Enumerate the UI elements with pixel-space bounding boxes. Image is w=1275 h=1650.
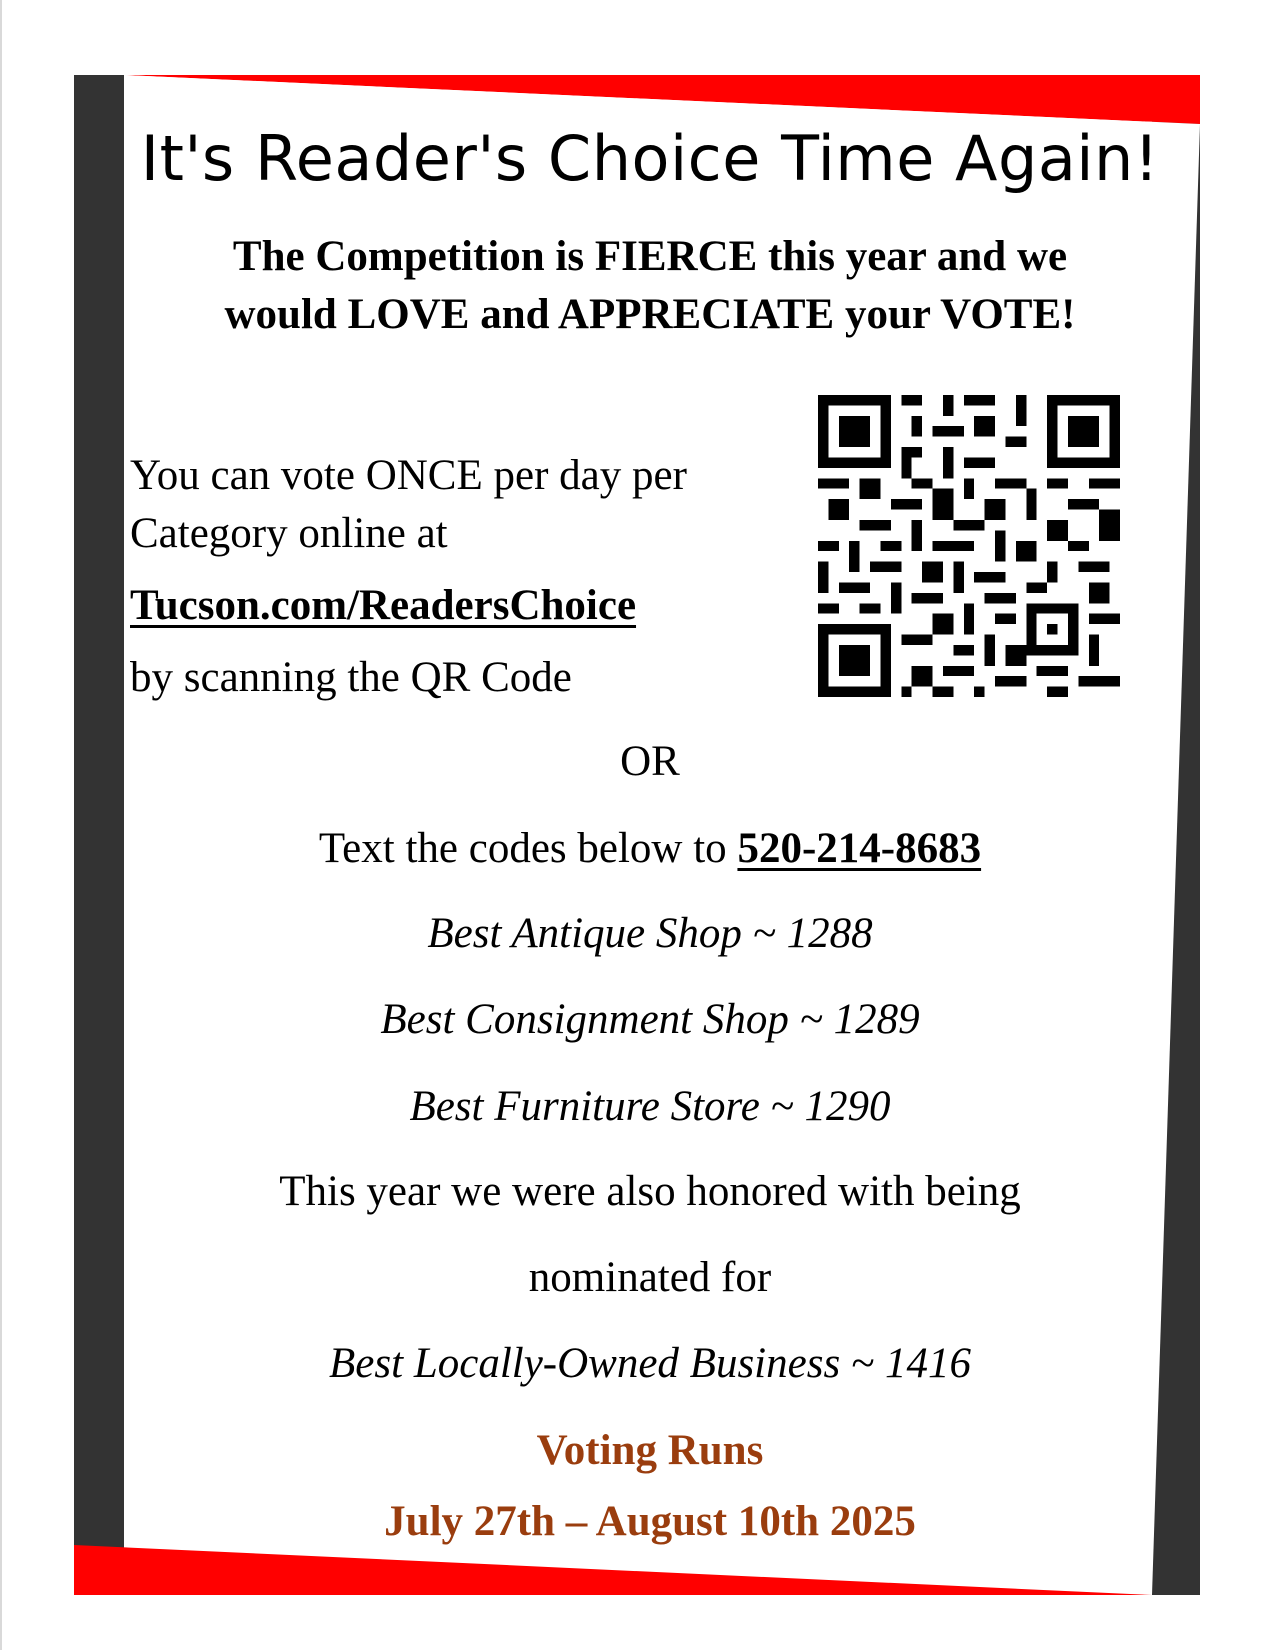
vote-line-2: Category online at xyxy=(130,510,448,557)
honor-line-2: nominated for xyxy=(528,1254,772,1301)
voting-dates: July 27th – August 10th 2025 xyxy=(384,1498,916,1545)
honor-line-1: This year we were also honored with being xyxy=(279,1168,1021,1215)
category-locally-owned-business: Best Locally-Owned Business ~ 1416 xyxy=(329,1340,971,1387)
flyer-subhead xyxy=(140,228,1160,344)
scan-line: by scanning the QR Code xyxy=(130,654,572,701)
category-antique-shop: Best Antique Shop ~ 1288 xyxy=(427,910,873,957)
category-consignment-shop: Best Consignment Shop ~ 1289 xyxy=(380,996,920,1043)
or-label: OR xyxy=(620,738,680,785)
text-codes-prefix: Text the codes below to xyxy=(318,825,738,872)
vote-line-1: You can vote ONCE per day per xyxy=(130,452,687,499)
category-furniture-store: Best Furniture Store ~ 1290 xyxy=(409,1083,891,1130)
qr-code-icon[interactable] xyxy=(818,395,1120,697)
subhead-line-2: would LOVE and APPRECIATE your VOTE! xyxy=(224,291,1076,338)
vote-instructions xyxy=(130,447,790,707)
flyer-headline: It's Reader's Choice Time Again! xyxy=(140,122,1160,195)
phone-number-link[interactable]: 520-214-8683 xyxy=(737,825,982,872)
readers-choice-link[interactable]: Tucson.com/ReadersChoice xyxy=(130,582,637,629)
text-codes-line xyxy=(120,823,1180,875)
subhead-line-1: The Competition is FIERCE this year and we xyxy=(232,233,1068,280)
voting-runs-label: Voting Runs xyxy=(536,1427,764,1474)
